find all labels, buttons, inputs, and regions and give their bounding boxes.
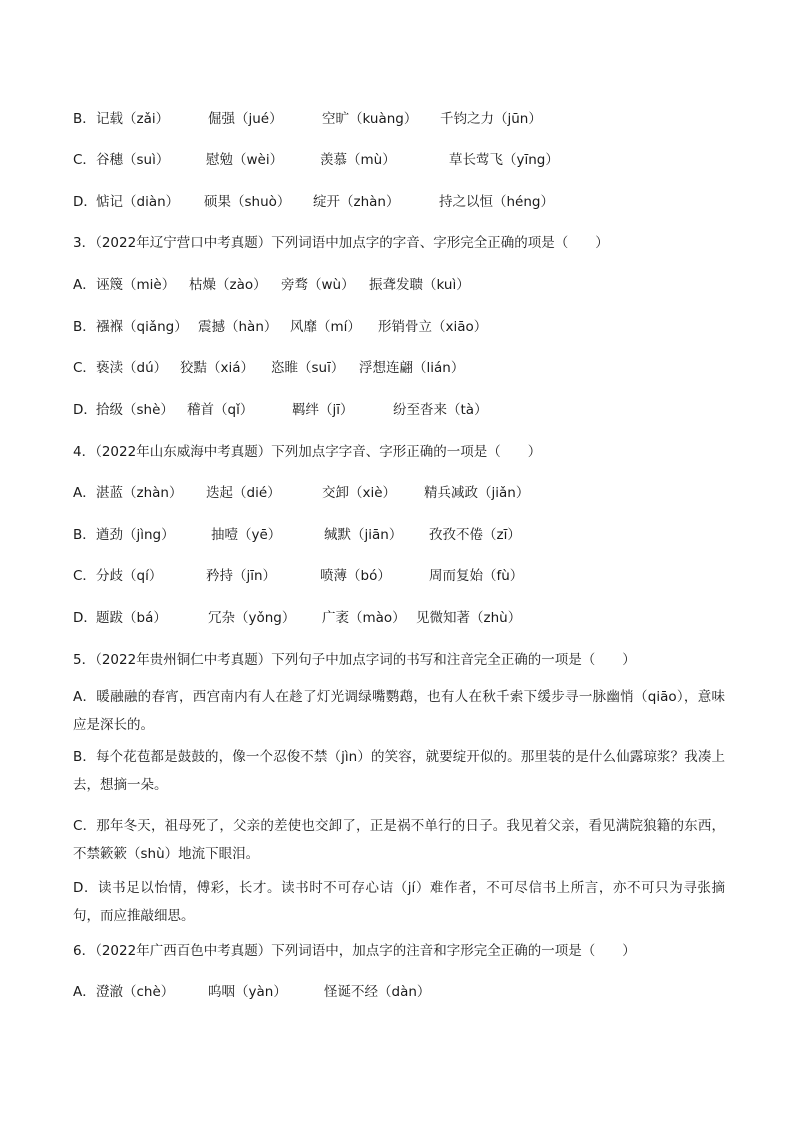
word-item: 绽开（zhàn） xyxy=(313,194,400,210)
q5-option-a: A．暖融融的春宵，西宫南内有人在趁了灯光调绿嘴鹦鹉，也有人在秋千索下缓步寻一脉幽悄（qiāo），意味应是深长的。 xyxy=(73,689,725,733)
option-label: B． xyxy=(73,319,96,335)
word-item: 抽噎（yē） xyxy=(211,527,282,543)
word-item: 谷穗（suì） xyxy=(96,152,170,168)
word-item: 广袤（mào） xyxy=(322,610,406,626)
word-item: 形销骨立（xiāo） xyxy=(378,319,488,335)
word-item: 枯燥（zào） xyxy=(189,277,267,293)
option-label: D． xyxy=(73,194,97,210)
word-item: 羡慕（mù） xyxy=(320,152,396,168)
word-item: 湛蓝（zhàn） xyxy=(96,485,183,501)
word-item: 记载（zǎi） xyxy=(96,111,170,127)
q6-stem: 6．（2022年广西百色中考真题）下列词语中，加点字的注音和字形完全正确的一项是（ ） xyxy=(73,943,636,959)
word-item: 羁绊（jī） xyxy=(292,402,354,418)
option-label: C． xyxy=(73,568,96,584)
option-label: C． xyxy=(73,360,96,376)
word-item: 呜咽（yàn） xyxy=(208,984,287,1000)
word-item: 拾级（shè） xyxy=(96,402,174,418)
q4-stem: 4．（2022年山东威海中考真题）下列加点字字音、字形正确的一项是（ ） xyxy=(73,444,542,460)
word-item: 震撼（hàn） xyxy=(198,319,278,335)
word-item: 空旷（kuàng） xyxy=(322,111,418,127)
word-item: 硕果（shuò） xyxy=(204,194,291,210)
word-item: 精兵减政（jiǎn） xyxy=(424,485,530,501)
word-item: 诬篾（miè） xyxy=(96,277,176,293)
word-item: 周而复始（fù） xyxy=(429,568,524,584)
word-item: 冗杂（yǒng） xyxy=(208,610,296,626)
option-label: A． xyxy=(73,277,96,293)
option-label: B． xyxy=(73,527,96,543)
word-item: 喷薄（bó） xyxy=(320,568,391,584)
word-item: 澄澈（chè） xyxy=(96,984,175,1000)
word-item: 亵渎（dú） xyxy=(96,360,168,376)
word-item: 持之以恒（héng） xyxy=(439,194,554,210)
word-item: 遒劲（jìng） xyxy=(96,527,175,543)
word-item: 纷至沓来（tà） xyxy=(393,402,488,418)
word-item: 稽首（qǐ） xyxy=(187,402,254,418)
word-item: 迭起（dié） xyxy=(206,485,281,501)
word-item: 草长莺飞（yīng） xyxy=(449,152,559,168)
word-item: 分歧（qí） xyxy=(96,568,163,584)
option-label: A． xyxy=(73,485,96,501)
word-item: 旁骛（wù） xyxy=(281,277,355,293)
word-item: 惦记（diàn） xyxy=(96,194,180,210)
q5-stem: 5．（2022年贵州铜仁中考真题）下列句子中加点字词的书写和注音完全正确的一项是（ ） xyxy=(73,652,636,668)
word-item: 见微知著（zhù） xyxy=(416,610,522,626)
word-item: 孜孜不倦（zī） xyxy=(429,527,521,543)
word-item: 慰勉（wèi） xyxy=(206,152,284,168)
option-label: A． xyxy=(73,984,96,1000)
word-item: 千钧之力（jūn） xyxy=(440,111,542,127)
word-item: 狡黠（xiá） xyxy=(180,360,255,376)
word-item: 矜持（jīn） xyxy=(206,568,277,584)
word-item: 襁褓（qiǎng） xyxy=(96,319,188,335)
word-item: 风靡（mí） xyxy=(290,319,361,335)
option-label: B． xyxy=(73,111,96,127)
word-item: 倔强（jué） xyxy=(208,111,283,127)
q3-stem: 3．（2022年辽宁营口中考真题）下列词语中加点字的字音、字形完全正确的项是（ ） xyxy=(73,235,609,251)
word-item: 恣睢（suī） xyxy=(271,360,345,376)
word-item: 缄默（jiān） xyxy=(324,527,403,543)
q5-option-c: C．那年冬天，祖母死了，父亲的差使也交卸了，正是祸不单行的日子。我见着父亲，看见满院狼籍的东西，不禁簌簌（shù）地流下眼泪。 xyxy=(73,818,725,862)
q5-option-b: B．每个花苞都是鼓鼓的，像一个忍俊不禁（jìn）的笑容，就要绽开似的。那里装的是什么仙露琼浆？我凑上去，想摘一朵。 xyxy=(73,749,725,793)
option-label: C． xyxy=(73,152,96,168)
word-item: 题跋（bá） xyxy=(96,610,167,626)
option-label: D． xyxy=(73,610,97,626)
q5-option-d: D．读书足以怡情，傅彩，长才。读书时不可存心诘（jí）难作者，不可尽信书上所言，亦不可只为寻张摘句，而应推敲细思。 xyxy=(73,880,725,924)
word-item: 振聋发聩（kuì） xyxy=(369,277,470,293)
word-item: 浮想连翩（lián） xyxy=(359,360,465,376)
word-item: 怪诞不经（dàn） xyxy=(324,984,431,1000)
word-item: 交卸（xiè） xyxy=(322,485,397,501)
option-label: D． xyxy=(73,402,97,418)
